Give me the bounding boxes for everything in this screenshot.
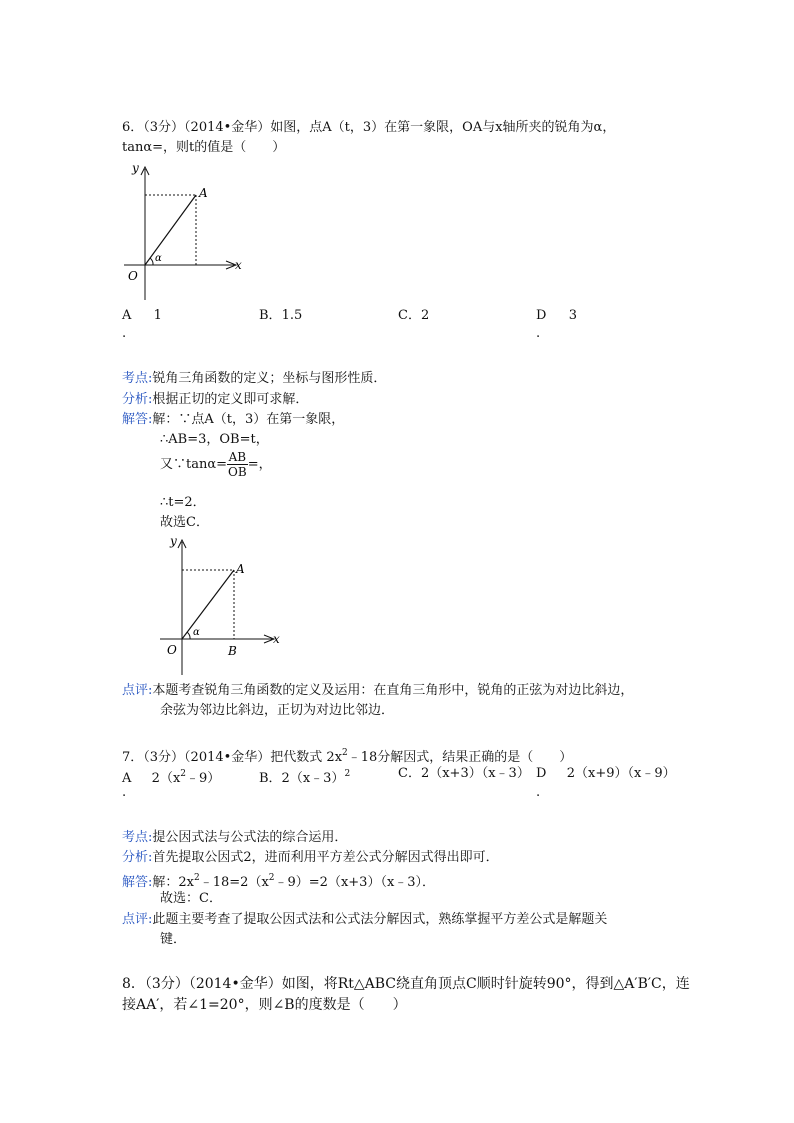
option-value: 2 <box>420 308 430 323</box>
q6-jieda-line5: 故选C． <box>160 515 209 530</box>
jieda-mid: ﹣18=2（x <box>199 875 269 890</box>
q7-fenxi <box>122 849 499 867</box>
segment-oa <box>145 195 196 265</box>
q7-option-b <box>259 765 350 788</box>
q7-jieda <box>122 869 435 892</box>
option-d-text: 2（x+9）（x﹣9） <box>566 766 676 781</box>
stem-sup: 2 <box>342 748 348 758</box>
label-a: A <box>236 562 245 576</box>
q6-option-c <box>398 307 429 325</box>
option-value: 3 <box>568 308 577 323</box>
label-x: x <box>235 258 242 272</box>
jieda-sup2: 2 <box>268 873 275 883</box>
option-letter: A <box>122 771 132 786</box>
option-b-sup: 2 <box>344 769 351 779</box>
fenxi-text: 根据正切的定义即可求解． <box>152 392 309 407</box>
q6-figure <box>112 155 252 305</box>
label-alpha: α <box>155 253 162 264</box>
fenxi-text: 首先提取公因式2，进而利用平方差公式分解因式得出即可． <box>152 850 499 865</box>
label-o: O <box>128 269 138 283</box>
option-letter: A <box>122 308 132 323</box>
option-a-pre: 2（x <box>151 771 181 786</box>
q7-option-dot-a: . <box>122 785 127 800</box>
kaodian-label: 考点: <box>122 371 153 386</box>
q6-dianping <box>122 682 633 700</box>
option-value: 1.5 <box>281 308 303 323</box>
q6-dianping-line2: 余弦为邻边比斜边，正切为对边比邻边． <box>160 703 395 718</box>
jieda-label: 解答: <box>122 412 153 427</box>
dianping-label: 点评: <box>122 912 153 927</box>
q7-option-d <box>536 765 676 783</box>
kaodian-text: 锐角三角函数的定义；坐标与图形性质． <box>152 371 387 386</box>
jieda-sup1: 2 <box>194 873 200 883</box>
jieda-line1: 解：∵点A（t，3）在第一象限， <box>152 412 345 427</box>
q7-option-dot-d: . <box>536 785 541 800</box>
q6-jieda-line3 <box>160 450 272 479</box>
q6-jieda <box>122 411 344 429</box>
stem-pre: 7．（3分）（2014•金华）把代数式 2x <box>122 750 343 765</box>
label-o: O <box>167 643 177 657</box>
q6-kaodian <box>122 370 386 388</box>
label-a: A <box>199 186 208 200</box>
q6-option-a <box>122 307 162 325</box>
q7-option-a <box>122 765 220 788</box>
jieda-line3-post: =， <box>247 457 272 472</box>
dianping-label: 点评: <box>122 683 153 698</box>
kaodian-text: 提公因式法与公式法的综合运用． <box>152 830 348 845</box>
dianping-line1: 此题主要考查了提取公因式法和公式法分解因式，熟练掌握平方差公式是解题关 <box>152 912 608 927</box>
option-letter: D <box>536 308 547 323</box>
kaodian-label: 考点: <box>122 830 153 845</box>
fraction-numerator: AB <box>228 450 247 464</box>
fenxi-label: 分析: <box>122 392 153 407</box>
dianping-line1: 本题考查锐角三角函数的定义及运用：在直角三角形中，锐角的正弦为对边比斜边， <box>152 683 634 698</box>
q7-dianping-line2: 键． <box>160 932 187 947</box>
q6-option-b <box>259 307 302 325</box>
jieda-post: ﹣9）=2（x+3）（x﹣3）． <box>274 875 436 890</box>
q7-stem <box>122 744 572 767</box>
q6-jieda-line2: ∴AB=3，OB=t， <box>160 432 269 447</box>
label-b: B <box>228 644 237 658</box>
jieda-line3-pre: 又∵tanα= <box>160 457 228 472</box>
option-letter: B． <box>259 308 282 323</box>
jieda-label: 解答: <box>122 875 153 890</box>
option-letter: D <box>536 766 547 781</box>
angle-arc <box>150 258 153 265</box>
option-a-sup: 2 <box>180 769 187 779</box>
stem-post: ﹣18分解因式，结果正确的是（ ） <box>347 750 573 765</box>
q6-option-d <box>536 307 577 325</box>
option-letter: C． <box>398 308 421 323</box>
q7-kaodian <box>122 829 347 847</box>
q6-option-dot-a: . <box>122 326 127 341</box>
q6-stem-line1: 6．（3分）（2014•金华）如图，点A（t，3）在第一象限，OA与x轴所夹的锐角为α， <box>122 120 616 135</box>
label-y: y <box>170 534 177 548</box>
q6-option-dot-d: . <box>536 326 541 341</box>
q6-jieda-line4: ∴t=2． <box>160 495 206 510</box>
option-value: 1 <box>153 308 162 323</box>
fraction-ab-ob <box>227 450 248 479</box>
label-y: y <box>132 161 139 175</box>
q8-stem-line1: 8．（3分）（2014•金华）如图，将Rt△ABC绕直角顶点C顺时针旋转90°，得到△A′B′C，连 <box>122 976 690 992</box>
jieda-pre: 解：2x <box>152 875 194 890</box>
q6-fenxi <box>122 391 308 409</box>
q7-dianping <box>122 911 607 929</box>
fraction-denominator: OB <box>228 465 247 479</box>
label-x: x <box>273 632 280 646</box>
q6-solution-figure <box>150 530 290 680</box>
option-b-text: B．2（x﹣3） <box>259 771 345 786</box>
label-alpha: α <box>193 627 200 638</box>
q7-option-c: C．2（x+3）（x﹣3） <box>398 766 530 781</box>
segment-oa <box>182 570 234 639</box>
q7-jieda-line2: 故选：C． <box>160 891 222 906</box>
option-a-post: ﹣9） <box>186 771 221 786</box>
q6-stem-line2: tanα=，则t的值是（ ） <box>122 140 286 155</box>
fenxi-label: 分析: <box>122 850 153 865</box>
angle-arc <box>187 632 190 639</box>
q8-stem-line2: 接AA′，若∠1=20°，则∠B的度数是（ ） <box>122 997 407 1013</box>
